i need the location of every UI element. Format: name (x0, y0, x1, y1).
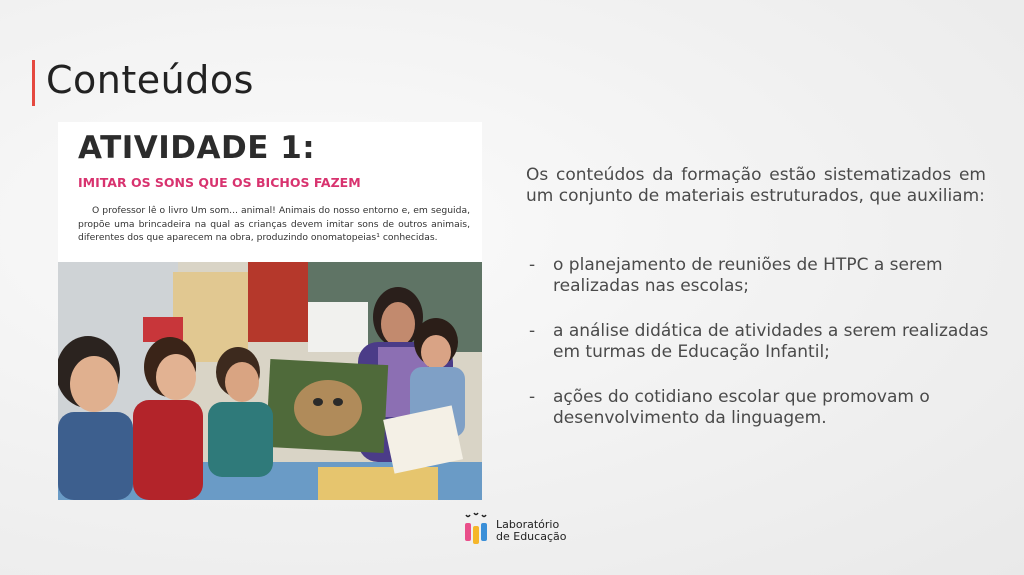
logo-line-2: de Educação (496, 530, 567, 543)
list-item (526, 321, 996, 363)
logo-icon (463, 512, 491, 546)
laboratorio-logo (463, 512, 573, 546)
list-item (526, 387, 996, 429)
bullet-text: ações do cotidiano escolar que promovam o desenvolvimento da linguagem. (553, 387, 930, 428)
list-item (526, 255, 996, 297)
intro-paragraph: Os conteúdos da formação estão sistematizados em um conjunto de materiais estruturados, que auxiliam: (526, 165, 986, 206)
logo-line-1: Laboratório (496, 518, 560, 531)
activity-card (58, 122, 482, 500)
logo-text (496, 519, 566, 543)
activity-title: ATIVIDADE 1: (78, 130, 316, 166)
bullet-dash: - (529, 255, 536, 275)
bullet-text: a análise didática de atividades a serem realizadas em turmas de Educação Infantil; (553, 321, 989, 362)
bullet-text: o planejamento de reuniões de HTPC a serem realizadas nas escolas; (553, 255, 943, 296)
classroom-photo (58, 262, 482, 500)
bullet-dash: - (529, 321, 536, 341)
bullet-dash: - (529, 387, 536, 407)
activity-description: O professor lê o livro Um som... animal! Animais do nosso entorno e, em seguida, propõe uma brincadeira na qual as crianças devem imitar sons de outros animais, diferentes dos que aparecem na obra, produzindo onomatopeias¹ conhecidas. (78, 205, 470, 243)
content-bullet-list (526, 255, 996, 453)
page-title: Conteúdos (46, 58, 254, 102)
title-accent-bar (32, 60, 35, 106)
activity-subtitle: IMITAR OS SONS QUE OS BICHOS FAZEM (78, 175, 361, 190)
